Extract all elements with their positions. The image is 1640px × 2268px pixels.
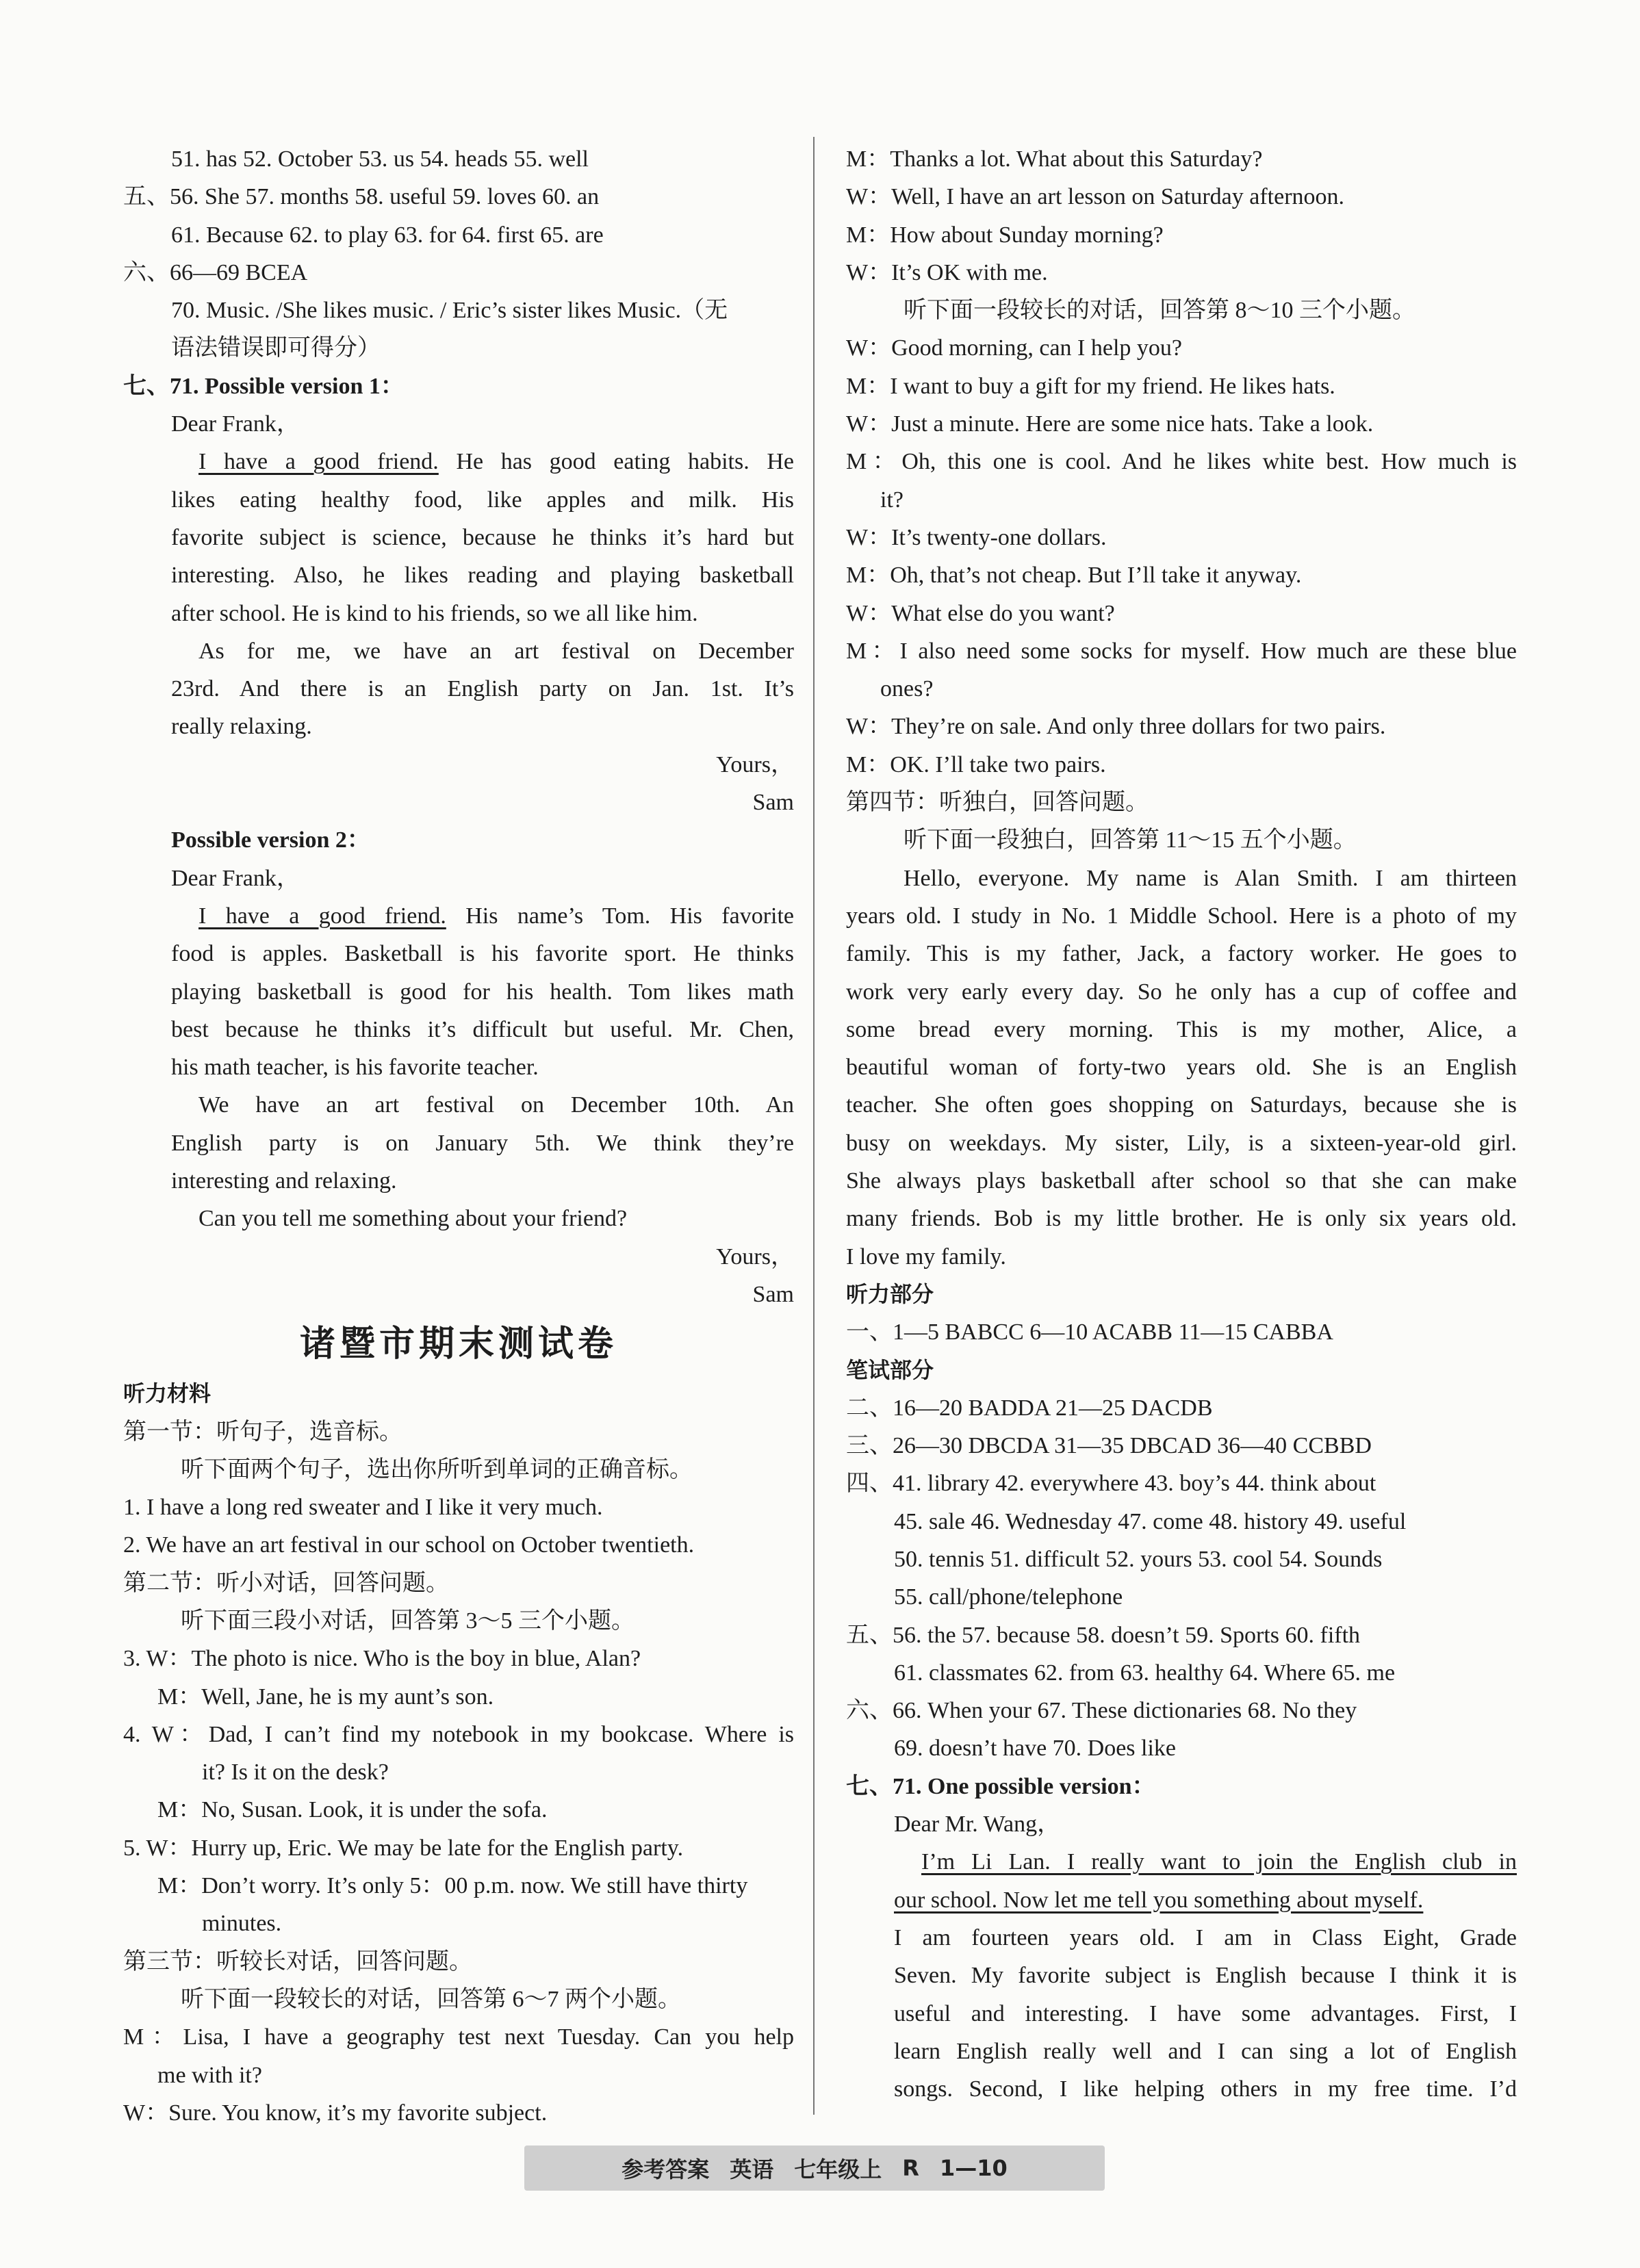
text-line: 第三节：听较长对话，回答问题。 (123, 1948, 472, 1974)
text-line: songs. Second, I like helping others in my free time. I’d (894, 2076, 1517, 2102)
right-content-block (846, 140, 1517, 2108)
text-line: 55. call/phone/telephone (894, 1584, 1123, 1610)
text-line: 1. I have a long red sweater and I like it very much. (123, 1495, 603, 1521)
text-line: it? (880, 487, 904, 513)
text-line: minutes. (202, 1911, 282, 1937)
text-line: 听下面一段较长的对话，回答第 8～10 三个小题。 (904, 298, 1415, 324)
right-column (846, 140, 1517, 2108)
listening-material-block (123, 1375, 794, 2132)
text-line: 听下面一段独白，回答第 11～15 五个小题。 (904, 827, 1357, 853)
text-line: 三、26—30 DBCDA 31—35 DBCAD 36—40 CCBBD (846, 1433, 1372, 1459)
text-line: Sam (752, 790, 794, 816)
text-line: W：It’s OK with me. (846, 259, 1048, 285)
text-line: 听力材料 (123, 1380, 212, 1407)
text-line: 一、1—5 BABCC 6—10 ACABB 11—15 CABBA (846, 1319, 1333, 1345)
text-line: M：No, Susan. Look, it is under the sofa. (157, 1797, 548, 1823)
text-line: our school. Now let me tell you something about myself. (894, 1887, 1424, 1913)
text-line: 语法错误即可得分） (171, 335, 381, 361)
text-line: busy on weekdays. My sister, Lily, is a sixteen-year-old girl. (846, 1130, 1517, 1156)
text-line: She always plays basketball after school so that she can make (846, 1168, 1517, 1194)
text-line: W：Well, I have an art lesson on Saturday afternoon. (846, 184, 1345, 210)
text-line: I’m Li Lan. I really want to join the English club in (921, 1849, 1517, 1875)
text-line: M：I want to buy a gift for my friend. He likes hats. (846, 373, 1335, 399)
text-line: W：They’re on sale. And only three dollars for two pairs. (846, 714, 1386, 740)
text-line: favorite subject is science, because he thinks it’s hard but (171, 524, 794, 550)
text-line: M：Oh, that’s not cheap. But I’ll take it anyway. (846, 563, 1302, 589)
text-line: teacher. She often goes shopping on Saturdays, because she is (846, 1092, 1517, 1118)
text-line: M：Well, Jane, he is my aunt’s son. (157, 1684, 494, 1710)
text-line: As for me, we have an art festival on December (198, 638, 794, 664)
text-line: ones? (880, 676, 934, 702)
text-line (123, 897, 794, 935)
text-line: M：How about Sunday morning? (846, 222, 1164, 248)
line-rest: He has good eating habits. He (438, 449, 794, 475)
text-line: really relaxing. (171, 714, 312, 740)
footer-subject: 英语 (730, 2156, 774, 2182)
text-line: family. This is my father, Jack, a factory worker. He goes to (846, 941, 1517, 967)
text-line: 3. W：The photo is nice. Who is the boy in blue, Alan? (123, 1646, 641, 1672)
text-line: likes eating healthy food, like apples and milk. His (171, 487, 794, 513)
text-line: 5. W：Hurry up, Eric. We may be late for the English party. (123, 1835, 684, 1861)
text-line: W：It’s twenty-one dollars. (846, 524, 1107, 550)
text-line: Can you tell me something about your friend? (198, 1206, 628, 1232)
text-line: 61. Because 62. to play 63. for 64. first 65. are (171, 222, 604, 248)
text-line: We have an art festival on December 10th. An (198, 1092, 794, 1118)
text-line: Dear Mr. Wang， (894, 1812, 1061, 1838)
text-line: useful and interesting. I have some advantages. First, I (894, 2000, 1517, 2026)
footer-grade: 七年级上 (794, 2156, 882, 2182)
text-line: 五、56. the 57. because 58. doesn’t 59. Sports 60. fifth (846, 1622, 1361, 1648)
text-line: Possible version 2： (171, 827, 370, 853)
text-line: 七、71. One possible version： (846, 1773, 1155, 1799)
text-line: 听下面一段较长的对话，回答第 6～7 两个小题。 (181, 1986, 681, 2012)
text-line: 六、66. When your 67. These dictionaries 68. No they (846, 1698, 1357, 1724)
text-line: after school. He is kind to his friends, so we all like him. (171, 600, 698, 626)
line-rest: His name’s Tom. His favorite (446, 903, 794, 929)
underlined-phrase: I have a good friend. (198, 903, 446, 929)
text-line: W：Just a minute. Here are some nice hats. Take a look. (846, 411, 1374, 437)
text-line: many friends. Bob is my little brother. He is only six years old. (846, 1206, 1517, 1232)
text-line: M：Oh, this one is cool. And he likes white best. How much is (846, 449, 1517, 475)
text-line: 二、16—20 BADDA 21—25 DACDB (846, 1395, 1213, 1421)
text-line: W：What else do you want? (846, 600, 1115, 626)
text-line: 第二节：听小对话，回答问题。 (123, 1570, 449, 1596)
text-line: playing basketball is good for his health. Tom likes math (171, 979, 794, 1005)
footer-page-number: 1—10 (939, 2155, 1008, 2181)
text-line: 四、41. library 42. everywhere 43. boy’s 44. think about (846, 1471, 1376, 1497)
text-line: me with it? (157, 2062, 262, 2088)
left-answers-block (123, 140, 794, 1313)
left-column (123, 140, 794, 2132)
text-line: M：Thanks a lot. What about this Saturday? (846, 146, 1263, 172)
text-line: 69. doesn’t have 70. Does like (894, 1736, 1177, 1762)
text-line: 70. Music. /She likes music. / Eric’s sister likes Music.（无 (171, 298, 728, 324)
text-line: 五、56. She 57. months 58. useful 59. loves 60. an (123, 184, 600, 210)
text-line: work very early every day. So he only has a cup of coffee and (846, 979, 1517, 1005)
text-line: Yours， (716, 751, 794, 777)
text-line: interesting and relaxing. (171, 1168, 397, 1194)
text-line: Sam (752, 1281, 794, 1307)
text-line: best because he thinks it’s difficult but useful. Mr. Chen, (171, 1016, 794, 1042)
text-line: Hello, everyone. My name is Alan Smith. I am thirteen (904, 865, 1517, 891)
text-line: it? Is it on the desk? (202, 1760, 389, 1786)
text-line: food is apples. Basketball is his favorite sport. He thinks (171, 941, 794, 967)
text-line: 六、66—69 BCEA (123, 259, 308, 285)
text-line: 听下面三段小对话，回答第 3～5 三个小题。 (181, 1608, 635, 1634)
text-line: I am fourteen years old. I am in Class Eight, Grade (894, 1924, 1517, 1950)
text-line: Dear Frank， (171, 411, 300, 437)
page-footer (524, 2145, 1105, 2191)
text-line: 第四节：听独白，回答问题。 (846, 790, 1149, 816)
text-line: his math teacher, is his favorite teacher. (171, 1055, 539, 1081)
text-line: M：Lisa, I have a geography test next Tuesday. Can you help (123, 2024, 794, 2050)
text-line: 61. classmates 62. from 63. healthy 64. Where 65. me (894, 1660, 1396, 1686)
text-line: learn English really well and I can sing a lot of English (894, 2038, 1517, 2064)
text-line: 4. W：Dad, I can’t find my notebook in my bookcase. Where is (123, 1721, 794, 1747)
column-divider (813, 137, 815, 2115)
footer-label: 参考答案 (622, 2156, 710, 2182)
text-line: 听力部分 (846, 1280, 934, 1307)
text-line: years old. I study in No. 1 Middle School. Here is a photo of my (846, 903, 1517, 929)
text-line: 听下面两个句子，选出你所听到单词的正确音标。 (181, 1456, 693, 1482)
text-line: 笔试部分 (846, 1356, 934, 1383)
text-line: M：OK. I’ll take two pairs. (846, 751, 1106, 777)
text-line: I love my family. (846, 1243, 1006, 1270)
text-line: 45. sale 46. Wednesday 47. come 48. history 49. useful (894, 1508, 1407, 1534)
text-line: 第一节：听句子，选音标。 (123, 1419, 402, 1445)
text-line: 七、71. Possible version 1： (123, 373, 404, 399)
text-line: 51. has 52. October 53. us 54. heads 55. well (171, 146, 589, 172)
text-line: 2. We have an art festival in our school on October twentieth. (123, 1532, 695, 1558)
text-line: English party is on January 5th. We think they’re (171, 1130, 794, 1156)
footer-edition: R (902, 2155, 919, 2181)
text-line: interesting. Also, he likes reading and playing basketball (171, 563, 794, 589)
exam-title: 诸暨市期末测试卷 (299, 1324, 617, 1365)
text-line (123, 443, 794, 480)
text-line: Yours， (716, 1243, 794, 1270)
underlined-phrase: I have a good friend. (198, 449, 439, 475)
text-line: M：Don’t worry. It’s only 5：00 p.m. now. We still have thirty (157, 1873, 748, 1899)
text-line: Dear Frank， (171, 865, 300, 891)
text-line: W：Good morning, can I help you? (846, 335, 1182, 361)
text-line: W：Sure. You know, it’s my favorite subject. (123, 2100, 548, 2126)
text-line: Seven. My favorite subject is English because I think it is (894, 1963, 1517, 1989)
text-line: some bread every morning. This is my mother, Alice, a (846, 1016, 1517, 1042)
text-line: beautiful woman of forty-two years old. She is an English (846, 1055, 1517, 1081)
text-line: M：I also need some socks for myself. How much are these blue (846, 638, 1517, 664)
text-line: 23rd. And there is an English party on Jan. 1st. It’s (171, 676, 794, 702)
text-line: 50. tennis 51. difficult 52. yours 53. cool 54. Sounds (894, 1546, 1383, 1572)
